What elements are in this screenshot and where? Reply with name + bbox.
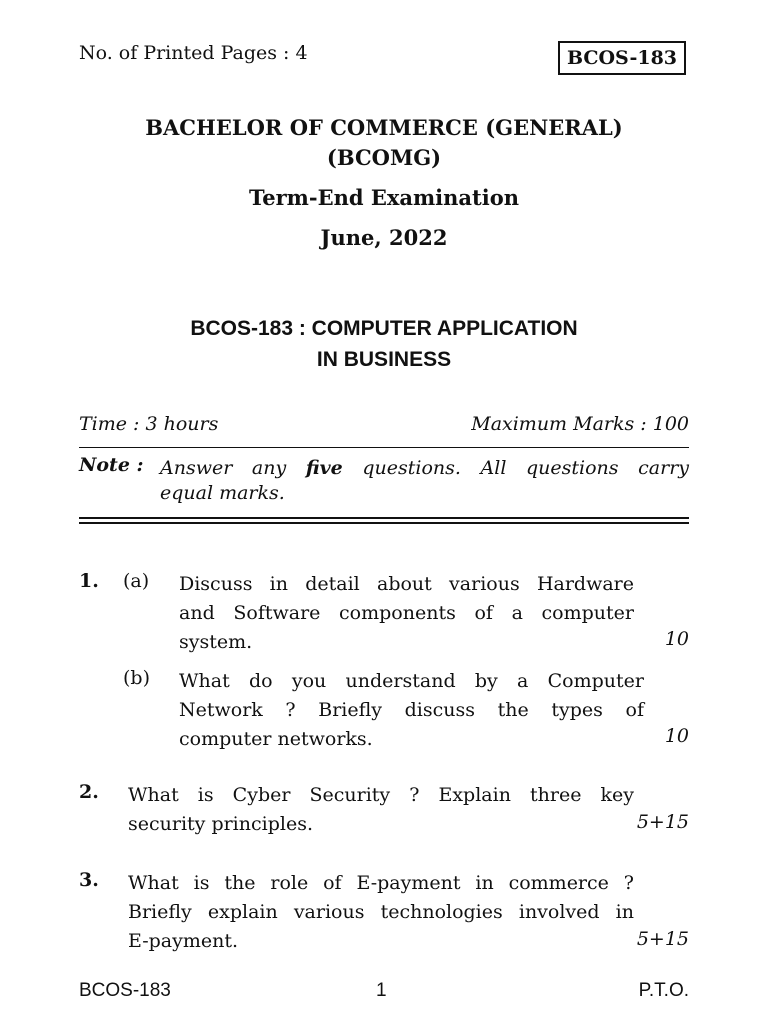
question-text bbox=[128, 781, 634, 839]
exam-date: June, 2022 bbox=[320, 225, 448, 250]
question-text bbox=[179, 570, 634, 657]
course-code-box: BCOS-183 bbox=[558, 41, 686, 75]
exam-duration: Time : 3 hours bbox=[79, 413, 219, 435]
note-text-pre: Answer any bbox=[160, 457, 287, 479]
course-title-line2: IN BUSINESS bbox=[316, 348, 452, 371]
question-line: What is Cyber Security ? Explain three key bbox=[128, 784, 634, 806]
question-number: 1. bbox=[79, 570, 99, 592]
question-line: and Software components of a computer bbox=[179, 602, 634, 624]
double-divider-top bbox=[79, 517, 689, 519]
question-line: security principles. bbox=[128, 813, 313, 835]
note-text-line2: equal marks. bbox=[160, 482, 285, 504]
question-line: E-payment. bbox=[128, 930, 239, 952]
question-text bbox=[179, 667, 644, 754]
page-number: 1 bbox=[376, 980, 387, 1001]
printed-pages-count: No. of Printed Pages : 4 bbox=[79, 42, 308, 64]
footer-course-code: BCOS-183 bbox=[79, 980, 171, 1001]
programme-code: (BCOMG) bbox=[326, 145, 442, 170]
question-text bbox=[128, 869, 634, 956]
note-text-post: questions. All questions carry bbox=[362, 457, 690, 479]
question-line: What is the role of E-payment in commerce ? bbox=[128, 872, 634, 894]
question-number: 2. bbox=[79, 781, 99, 803]
marks-value: 5+15 bbox=[636, 928, 689, 950]
question-line: What do you understand by a Computer bbox=[179, 670, 644, 692]
divider bbox=[79, 447, 689, 448]
question-line: Network ? Briefly discuss the types of bbox=[179, 699, 644, 721]
exam-title: Term-End Examination bbox=[248, 185, 519, 210]
note-text bbox=[160, 454, 689, 482]
course-title-line1: BCOS-183 : COMPUTER APPLICATION bbox=[190, 317, 578, 340]
subpart-label: (b) bbox=[123, 667, 150, 689]
subpart-label: (a) bbox=[123, 570, 150, 592]
question-number: 3. bbox=[79, 869, 99, 891]
question-line: Briefly explain various technologies involved in bbox=[128, 901, 634, 923]
note-text-bold: five bbox=[305, 457, 343, 479]
marks-value: 5+15 bbox=[636, 811, 689, 833]
question-line: Discuss in detail about various Hardware bbox=[179, 573, 634, 595]
note-label: Note : bbox=[79, 454, 144, 476]
programme-title: BACHELOR OF COMMERCE (GENERAL) bbox=[145, 115, 623, 140]
marks-value: 10 bbox=[664, 725, 689, 747]
question-line: system. bbox=[179, 631, 253, 653]
double-divider-bottom bbox=[79, 522, 689, 524]
marks-value: 10 bbox=[664, 628, 689, 650]
please-turn-over: P.T.O. bbox=[638, 980, 689, 1001]
maximum-marks: Maximum Marks : 100 bbox=[471, 413, 689, 435]
question-line: computer networks. bbox=[179, 728, 373, 750]
